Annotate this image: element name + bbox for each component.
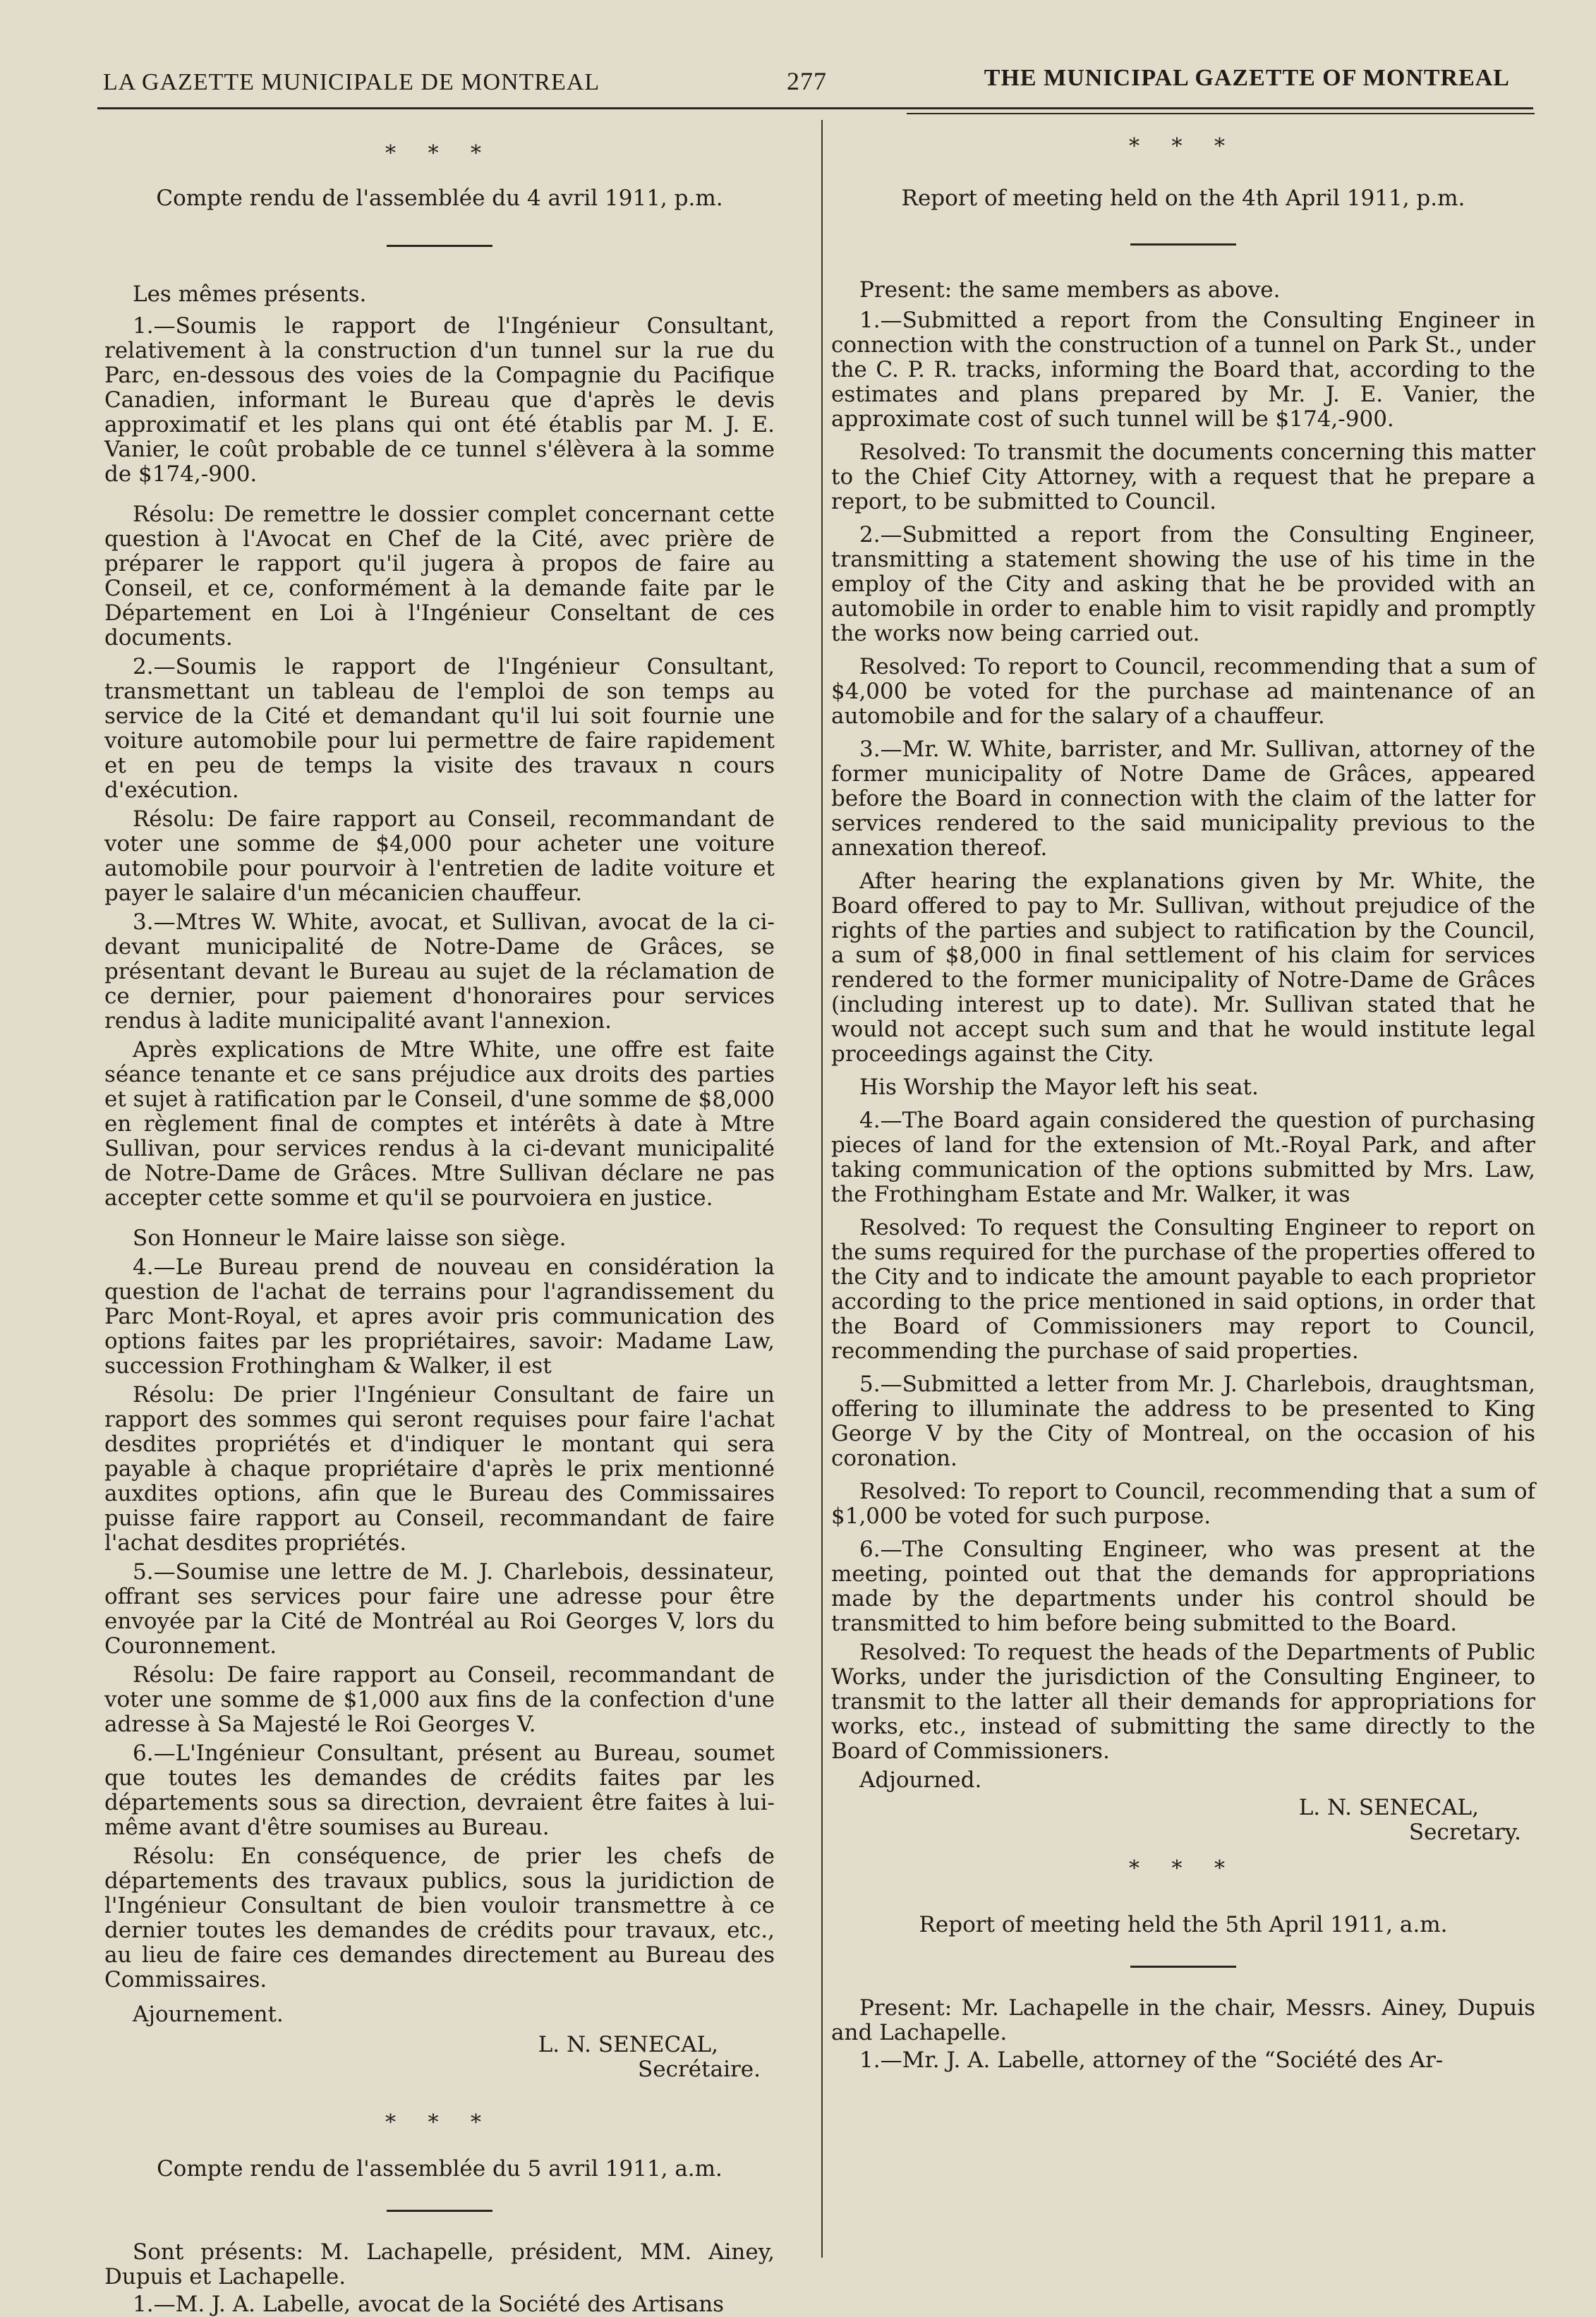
meeting-title: Compte rendu de l'assemblée du 5 avril 1911, a.m. <box>157 2156 723 2182</box>
page-number: 277 <box>787 67 827 95</box>
paragraph: 4.—The Board again considered the question of purchasing pieces of land for the extension of Mt.-Royal Park, and after taking communication of the options submitted by Mrs. Law, the Frothingham Estate and Mr. Walker, it was <box>831 1108 1535 1207</box>
signature-name: L. N. SENECAL, <box>538 2032 718 2057</box>
paragraph: Résolu: De prier l'Ingénieur Consultant de faire un rapport des sommes qui seront requises pour faire l'achat desdites propriétés et d'indiquer le montant qui sera payable à chaque propriétaire d'après le prix mentionné auxdites options, afin que le Bureau des Commissaires puisse faire rapport au Conseil, recommandant de faire l'achat desdites propriétés. <box>104 1382 775 1556</box>
adjournment: Ajournement. <box>133 2002 284 2027</box>
paragraph: Present: the same members as above. <box>859 277 1281 303</box>
meeting-title: Compte rendu de l'assemblée du 4 avril 1911, p.m. <box>156 186 723 211</box>
paragraph: 3.—Mr. W. White, barrister, and Mr. Sullivan, attorney of the former municipality of Notre Dame de Grâces, appeared before the Board in connection with the claim of the latter for services rendered to the said municipality previous to the annexation thereof. <box>831 737 1535 861</box>
english-column <box>831 134 1535 2073</box>
paragraph: Resolved: To report to Council, recommending that a sum of $1,000 be voted for such purpose. <box>831 1479 1535 1529</box>
paragraph: 1.—Soumis le rapport de l'Ingénieur Consultant, relativement à la construction d'un tunnel sur la rue du Parc, en-dessous des voies de la Compagnie du Pacifique Canadien, informant le Bureau que d'après le devis approximatif et les plans qui ont été établis par M. J. E. Vanier, le coût probable de ce tunnel s'élèvera à la somme de $174,-900. <box>104 313 775 487</box>
paragraph: 1.—Submitted a report from the Consulting Engineer in connection with the construction of a tunnel on Park St., under the C. P. R. tracks, informing the Board that, according to the estimates and plans prepared by Mr. J. E. Vanier, the approximate cost of such tunnel will be $174,-900. <box>831 308 1535 432</box>
paragraph: 3.—Mtres W. White, avocat, et Sullivan, avocat de la ci-devant municipalité de Notre-Dame de Grâces, se présentant devant le Bureau au sujet de la réclamation de ce dernier, pour paiement d'honoraires pour services rendus à ladite municipalité avant l'annexion. <box>104 909 775 1034</box>
paragraph: 1.—M. J. A. Labelle, avocat de la Société des Artisans <box>133 2292 725 2317</box>
paragraph: After hearing the explanations given by Mr. White, the Board offered to pay to Mr. Sullivan, without prejudice of the rights of the parties and subject to ratification by the Council, a sum of $8,000 in final settlement of his claim for services rendered to the former municipality of Notre-Dame de Grâces (including interest up to date). Mr. Sullivan stated that he would not accept such sum and that he would institute legal proceedings against the City. <box>831 869 1535 1067</box>
section-stars: * * * <box>385 141 495 166</box>
paragraph: 6.—The Consulting Engineer, who was present at the meeting, pointed out that the demands for appropriations made by the departments under his control should be transmitted to him before being submitted to the Board. <box>831 1537 1535 1636</box>
paragraph: 4.—Le Bureau prend de nouveau en considération la question de l'achat de terrains pour l'agrandissement du Parc Mont-Royal, et apres avoir pris communication des options faites par les propriétaires, savoir: Madame Law, succession Frothingham & Walker, il est <box>104 1254 775 1379</box>
page-header <box>99 62 1531 104</box>
meeting-title: Report of meeting held on the 4th April 1911, p.m. <box>901 186 1465 211</box>
title-rule <box>1130 243 1236 246</box>
paragraph: Résolu: De faire rapport au Conseil, recommandant de voter une somme de $1,000 aux fins de la confection d'une adresse à Sa Majesté le Roi Georges V. <box>104 1662 775 1737</box>
signature-title: Secretary. <box>1408 1820 1521 1845</box>
title-rule <box>387 2210 492 2212</box>
header-right-title: THE MUNICIPAL GAZETTE OF MONTREAL <box>984 65 1510 91</box>
column-divider <box>821 120 823 2258</box>
paragraph: Résolu: En conséquence, de prier les chefs de départements des travaux publics, sous la juridiction de l'Ingénieur Consultant de bien vouloir transmettre à ce dernier toutes les demandes de crédits pour travaux, etc., au lieu de faire ces demandes directement au Bureau des Commissaires. <box>104 1844 775 1992</box>
paragraph: Résolu: De faire rapport au Conseil, recommandant de voter une somme de $4,000 pour acheter une voiture automobile pour pourvoir à l'entretien de ladite voiture et payer le salaire d'un mécanicien chauffeur. <box>104 806 775 906</box>
paragraph: Resolved: To request the Consulting Engineer to report on the sums required for the purchase of the properties offered to the City and to indicate the amount payable to each proprietor according to the price mentioned in said options, in order that the Board of Commissioners may report to Council, recommending the purchase of said properties. <box>831 1215 1535 1364</box>
paragraph: Son Honneur le Maire laisse son siège. <box>133 1226 567 1251</box>
paragraph: Resolved: To report to Council, recommending that a sum of $4,000 be voted for the purchase ad maintenance of an automobile and for the salary of a chauffeur. <box>831 654 1535 729</box>
paragraph: Present: Mr. Lachapelle in the chair, Messrs. Ainey, Dupuis and Lachapelle. <box>831 1995 1535 2045</box>
adjournment: Adjourned. <box>859 1767 982 1793</box>
paragraph: Resolved: To transmit the documents concerning this matter to the Chief City Attorney, with a request that he prepare a report, to be submitted to Council. <box>831 440 1535 514</box>
paragraph: Après explications de Mtre White, une offre est faite séance tenante et ce sans préjudice aux droits des parties et sujet à ratification par le Conseil, d'une somme de $8,000 en règlement final de comptes et intérêts à date à Mtre Sullivan, pour services rendus à la ci-devant municipalité de Notre-Dame de Grâces. Mtre Sullivan déclare ne pas accepter cette somme et qu'il se pourvoiera en justice. <box>104 1037 775 1211</box>
paragraph: 1.—Mr. J. A. Labelle, attorney of the “Société des Ar- <box>859 2047 1444 2073</box>
header-rule <box>97 107 1533 109</box>
meeting-title: Report of meeting held the 5th April 1911, a.m. <box>919 1912 1448 1937</box>
paragraph: 5.—Submitted a letter from Mr. J. Charlebois, draughtsman, offering to illuminate the address to be presented to King George V by the City of Montreal, on the occasion of his coronation. <box>831 1372 1535 1471</box>
header-rule-secondary <box>907 113 1535 114</box>
paragraph: His Worship the Mayor left his seat. <box>859 1075 1259 1100</box>
paragraph: Les mêmes présents. <box>133 282 367 307</box>
paragraph: Resolved: To request the heads of the Departments of Public Works, under the jurisdiction of the Consulting Engineer, to transmit to the latter all their demands for appropriations for works, etc., instead of submitting the same directly to the Board of Commissioners. <box>831 1640 1535 1764</box>
paragraph: 2.—Submitted a report from the Consulting Engineer, transmitting a statement showing the use of his time in the employ of the City and asking that he be provided with an automobile in order to enable him to visit rapidly and promptly the works now being carried out. <box>831 522 1535 646</box>
paragraph: Sont présents: M. Lachapelle, président, MM. Ainey, Dupuis et Lachapelle. <box>104 2239 775 2289</box>
header-left-title: LA GAZETTE MUNICIPALE DE MONTREAL <box>103 69 600 95</box>
signature-name: L. N. SENECAL, <box>1298 1795 1479 1820</box>
title-rule <box>387 245 492 247</box>
section-stars: * * * <box>1128 134 1238 159</box>
section-stars: * * * <box>1128 1856 1238 1881</box>
paragraph: 6.—L'Ingénieur Consultant, présent au Bureau, soumet que toutes les demandes de crédits faites par les départements sous sa direction, devraient être faites à lui-même avant d'être soumises au Bureau. <box>104 1741 775 1840</box>
section-stars: * * * <box>385 2110 495 2135</box>
paragraph: 5.—Soumise une lettre de M. J. Charlebois, dessinateur, offrant ses services pour faire une adresse pour être envoyée par la Cité de Montréal au Roi Georges V, lors du Couronnement. <box>104 1559 775 1659</box>
paragraph: 2.—Soumis le rapport de l'Ingénieur Consultant, transmettant un tableau de l'emploi de son temps au service de la Cité et demandant qu'il lui soit fournie une voiture automobile pour lui permettre de faire rapidement et en peu de temps la visite des travaux n cours d'exécution. <box>104 654 775 803</box>
signature-title: Secrétaire. <box>638 2057 761 2082</box>
title-rule <box>1130 1966 1236 1968</box>
french-column <box>104 134 775 2317</box>
paragraph: Résolu: De remettre le dossier complet concernant cette question à l'Avocat en Chef de la Cité, avec prière de préparer le rapport qu'il jugera à propos de faire au Conseil, et ce, conformément à la demande faite par le Département en Loi à l'Ingénieur Conseltant de ces documents. <box>104 502 775 651</box>
